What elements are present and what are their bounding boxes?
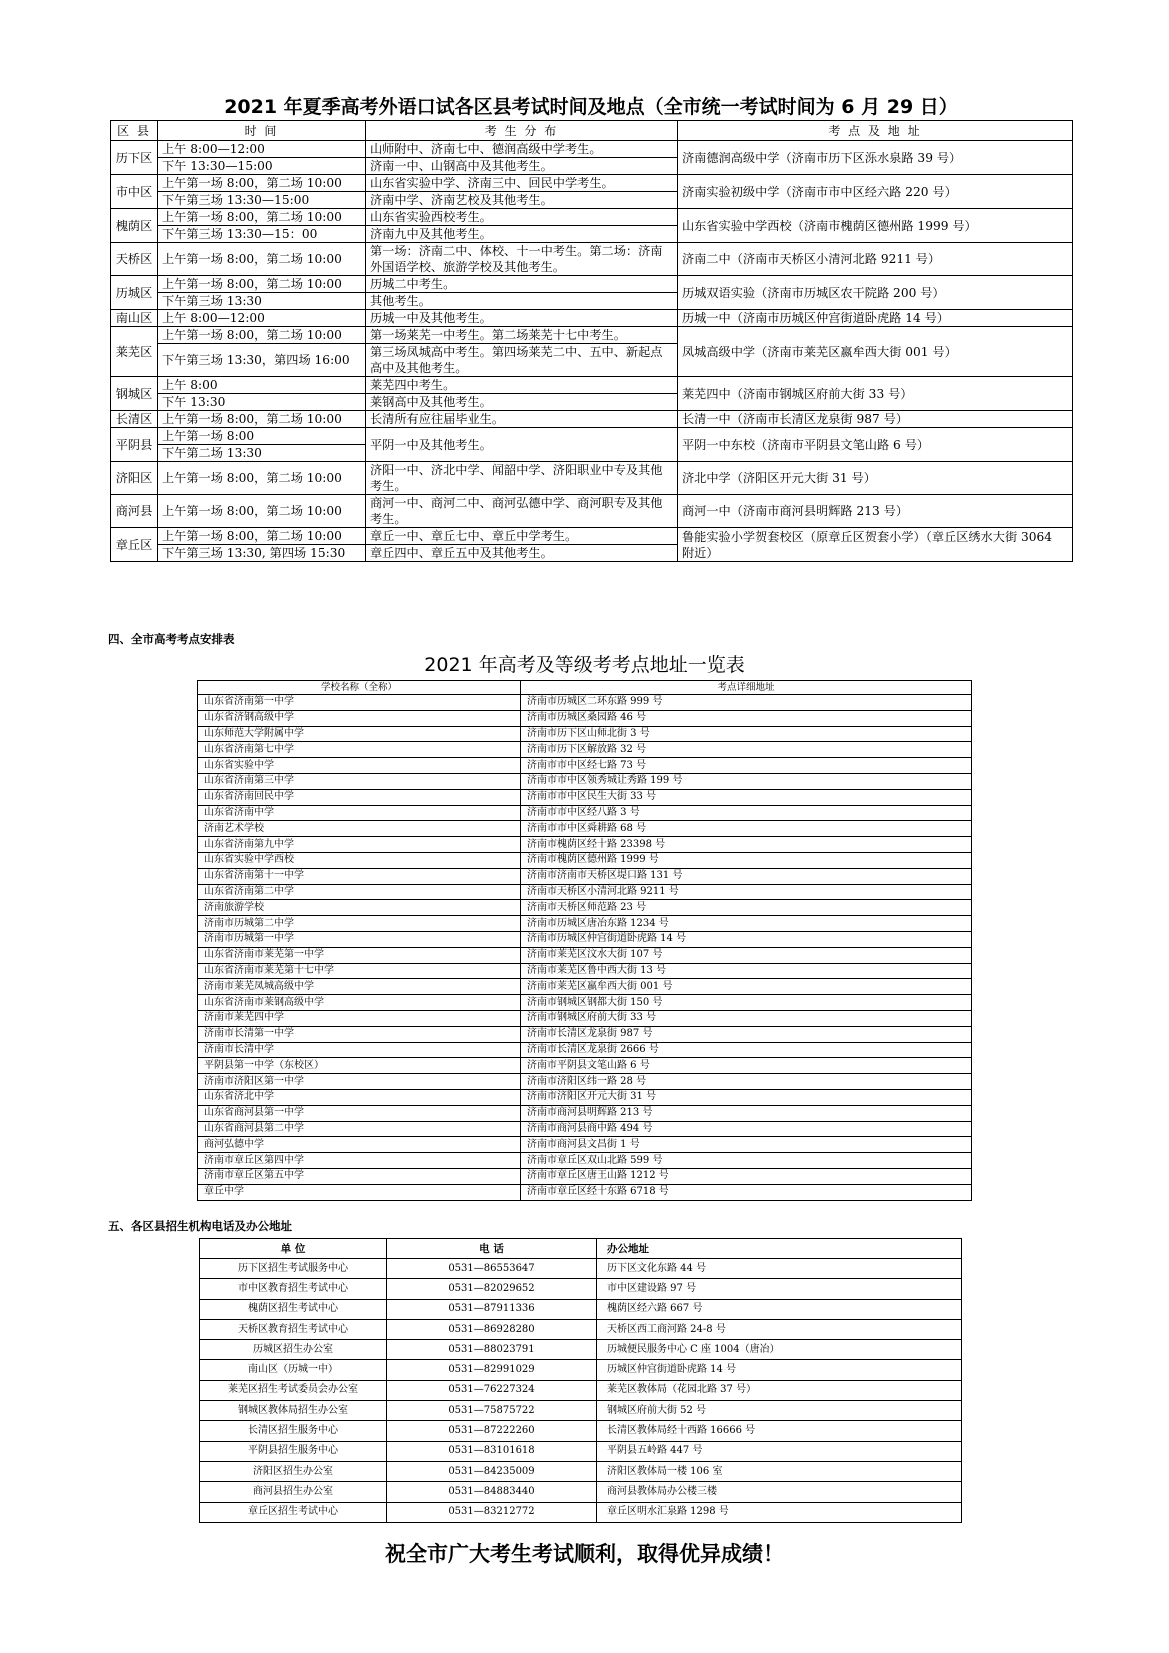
school-address: 济南市莱芜区鲁中西大街 13 号 [521,963,972,979]
district-name: 历下区 [111,141,158,175]
school-name: 章丘中学 [198,1184,521,1200]
table-row [111,377,1073,394]
school-address: 济南市历下区山师北街 3 号 [521,726,972,742]
table-row [198,852,972,868]
table-row [198,773,972,789]
exam-site: 平阴一中东校（济南市平阴县文笔山路 6 号） [678,428,1073,462]
school-name: 济南市章丘区第五中学 [198,1168,521,1184]
student-distribution: 莱芜四中考生。 [366,377,678,394]
school-name: 山东省济北中学 [198,1089,521,1105]
office-address: 钢城区府前大街 52 号 [597,1401,962,1421]
column-header-office-address: 办公地址 [597,1239,962,1259]
school-name: 济南市章丘区第四中学 [198,1153,521,1169]
table-header-row [111,121,1073,141]
table-header-row [200,1239,962,1259]
school-name: 山东省商河县第一中学 [198,1105,521,1121]
exam-schedule-title: 2021 年夏季高考外语口试各区县考试时间及地点（全市统一考试时间为 6 月 29 日） [224,96,958,118]
session-time: 上午第一场 8:00，第二场 10:00 [158,462,366,495]
table-row [111,276,1073,293]
school-name: 济南旅游学校 [198,900,521,916]
office-name: 莱芜区招生考试委员会办公室 [200,1380,387,1400]
school-address: 济南市钢城区府前大街 33 号 [521,1010,972,1026]
office-name: 章丘区招生考试中心 [200,1502,387,1522]
office-address: 槐荫区经六路 667 号 [597,1299,962,1319]
address-table-body [198,695,972,1201]
column-header-students: 考 生 分 布 [366,121,678,141]
session-time: 上午第一场 8:00，第二场 10:00 [158,175,366,192]
student-distribution: 其他考生。 [366,293,678,310]
school-address: 济南市历城区二环东路 999 号 [521,695,972,711]
session-time: 下午第三场 13:30—15：00 [158,226,366,243]
table-row [198,916,972,932]
district-name: 南山区 [111,310,158,327]
oral-exam-schedule-table [110,120,1073,562]
office-phone: 0531—86928280 [387,1319,597,1339]
school-name: 山东省济钢高级中学 [198,710,521,726]
student-distribution: 济南九中及其他考生。 [366,226,678,243]
school-address: 济南市市中区经八路 3 号 [521,805,972,821]
table-row [111,209,1073,226]
column-header-time: 时 间 [158,121,366,141]
exam-site: 历城一中（济南市历城区仲宫街道卧虎路 14 号） [678,310,1073,327]
office-name: 长清区招生服务中心 [200,1421,387,1441]
student-distribution: 章丘四中、章丘五中及其他考生。 [366,545,678,562]
school-address: 济南市章丘区双山北路 599 号 [521,1153,972,1169]
school-address: 济南市章丘区唐王山路 1212 号 [521,1168,972,1184]
office-name: 市中区教育招生考试中心 [200,1279,387,1299]
school-name: 济南市历城第二中学 [198,916,521,932]
school-name: 山东省实验中学 [198,758,521,774]
school-name: 山东省济南回民中学 [198,789,521,805]
exam-site: 长清一中（济南市长清区龙泉街 987 号） [678,411,1073,428]
table-row [198,758,972,774]
office-phone: 0531—87222260 [387,1421,597,1441]
table-row [198,789,972,805]
school-name: 山东省商河县第二中学 [198,1121,521,1137]
session-time: 下午第三场 13:30 [158,293,366,310]
session-time: 下午第三场 13:30—15:00 [158,192,366,209]
school-name: 山东省济南市莱钢高级中学 [198,995,521,1011]
office-phone: 0531—86553647 [387,1259,597,1279]
table-row [111,528,1073,545]
district-name: 莱芜区 [111,327,158,377]
school-name: 山东省实验中学西校 [198,852,521,868]
office-address: 济阳区教体局一楼 106 室 [597,1461,962,1481]
student-distribution: 第一场莱芜一中考生。第二场莱芜十七中考生。 [366,327,678,344]
district-name: 市中区 [111,175,158,209]
school-address: 济南市市中区经七路 73 号 [521,758,972,774]
session-time: 上午 8:00—12:00 [158,141,366,158]
session-time: 上午 8:00 [158,377,366,394]
school-address: 济南市长清区龙泉街 2666 号 [521,1042,972,1058]
table-row [198,805,972,821]
exam-site: 莱芜四中（济南市钢城区府前大街 33 号） [678,377,1073,411]
table-row [198,1184,972,1200]
table-row [200,1441,962,1461]
session-time: 上午 8:00—12:00 [158,310,366,327]
district-name: 商河县 [111,495,158,528]
table-row [198,1026,972,1042]
session-time: 下午第三场 13:30，第四场 16:00 [158,344,366,377]
office-address: 商河县教体局办公楼三楼 [597,1482,962,1502]
table-row [200,1380,962,1400]
table-row [198,1042,972,1058]
exam-site: 鲁能实验小学贺套校区（原章丘区贺套小学）（章丘区绣水大街 3064 附近） [678,528,1073,562]
school-name: 山东省济南第三中学 [198,773,521,789]
column-header-site: 考 点 及 地 址 [678,121,1073,141]
session-time: 上午第一场 8:00 [158,428,366,445]
school-address: 济南市商河县商中路 494 号 [521,1121,972,1137]
table-row [200,1461,962,1481]
exam-site: 商河一中（济南市商河县明辉路 213 号） [678,495,1073,528]
office-phone: 0531—82029652 [387,1279,597,1299]
table-row [111,310,1073,327]
table-row [200,1401,962,1421]
table-row [111,327,1073,344]
student-distribution: 济阳一中、济北中学、闻韶中学、济阳职业中专及其他考生。 [366,462,678,495]
office-phone: 0531—76227324 [387,1380,597,1400]
office-name: 天桥区教育招生考试中心 [200,1319,387,1339]
table-header-row [198,681,972,695]
section-4-heading: 四、全市高考考点安排表 [108,632,235,646]
table-row [111,428,1073,445]
office-name: 历下区招生考试服务中心 [200,1259,387,1279]
session-time: 下午 13:30 [158,394,366,411]
school-address: 济南市长清区龙泉街 987 号 [521,1026,972,1042]
exam-site: 济南德润高级中学（济南市历下区泺水泉路 39 号） [678,141,1073,175]
table-row [200,1340,962,1360]
office-name: 平阴县招生服务中心 [200,1441,387,1461]
district-name: 天桥区 [111,243,158,276]
session-time: 上午第一场 8:00，第二场 10:00 [158,495,366,528]
student-distribution: 济南一中、山钢高中及其他考生。 [366,158,678,175]
school-name: 济南市济阳区第一中学 [198,1074,521,1090]
student-distribution: 章丘一中、章丘七中、章丘中学考生。 [366,528,678,545]
student-distribution: 长清所有应往届毕业生。 [366,411,678,428]
office-address: 市中区建设路 97 号 [597,1279,962,1299]
student-distribution: 历城一中及其他考生。 [366,310,678,327]
student-distribution: 莱钢高中及其他考生。 [366,394,678,411]
district-name: 章丘区 [111,528,158,562]
school-name: 济南市长清中学 [198,1042,521,1058]
office-address: 莱芜区教体局（花园北路 37 号） [597,1380,962,1400]
school-address: 济南市历城区仲宫街道卧虎路 14 号 [521,931,972,947]
section-5-heading: 五、各区县招生机构电话及办公地址 [108,1219,292,1233]
school-address: 济南市商河县文昌街 1 号 [521,1137,972,1153]
office-name: 济阳区招生办公室 [200,1461,387,1481]
table-row [198,821,972,837]
school-address: 济南市商河县明辉路 213 号 [521,1105,972,1121]
office-name: 历城区招生办公室 [200,1340,387,1360]
table-row [200,1502,962,1522]
office-address: 历城区仲宫街道卧虎路 14 号 [597,1360,962,1380]
exam-site: 凤城高级中学（济南市莱芜区嬴牟西大街 001 号） [678,327,1073,377]
office-address: 平阴县五岭路 447 号 [597,1441,962,1461]
table-row [198,726,972,742]
school-address: 济南市章丘区经十东路 6718 号 [521,1184,972,1200]
school-address: 济南市市中区领秀城让秀路 199 号 [521,773,972,789]
office-address: 长清区教体局经十西路 16666 号 [597,1421,962,1441]
school-name: 山东省济南第二中学 [198,884,521,900]
school-address: 济南市钢城区钢都大街 150 号 [521,995,972,1011]
column-header-unit: 单 位 [200,1239,387,1259]
school-name: 山东省济南市莱芜第一中学 [198,947,521,963]
exam-site: 济南实验初级中学（济南市市中区经六路 220 号） [678,175,1073,209]
column-header-phone: 电 话 [387,1239,597,1259]
session-time: 上午第一场 8:00，第二场 10:00 [158,411,366,428]
office-phone: 0531—88023791 [387,1340,597,1360]
school-name: 山东省济南市莱芜第十七中学 [198,963,521,979]
school-address: 济南市莱芜区汶水大街 107 号 [521,947,972,963]
student-distribution: 历城二中考生。 [366,276,678,293]
table-row [111,243,1073,276]
table-row [198,979,972,995]
school-address: 济南市槐荫区经十路 23398 号 [521,837,972,853]
session-time: 下午第三场 13:30, 第四场 15:30 [158,545,366,562]
session-time: 上午第一场 8:00，第二场 10:00 [158,209,366,226]
school-name: 山东省济南第九中学 [198,837,521,853]
school-address: 济南市市中区舜耕路 68 号 [521,821,972,837]
office-phone: 0531—82991029 [387,1360,597,1380]
school-name: 山东师范大学附属中学 [198,726,521,742]
table-row [200,1259,962,1279]
session-time: 上午第一场 8:00，第二场 10:00 [158,276,366,293]
table-row [198,884,972,900]
session-time: 上午第一场 8:00，第二场 10:00 [158,243,366,276]
table-row [198,695,972,711]
table-row [198,710,972,726]
session-time: 上午第一场 8:00，第二场 10:00 [158,528,366,545]
school-address: 济南市历城区桑园路 46 号 [521,710,972,726]
column-header-address: 考点详细地址 [521,681,972,695]
district-name: 槐荫区 [111,209,158,243]
office-phone: 0531—83101618 [387,1441,597,1461]
school-address: 济南市槐荫区德州路 1999 号 [521,852,972,868]
table-row [200,1482,962,1502]
table-row [111,175,1073,192]
table-row [198,931,972,947]
table-row [198,742,972,758]
office-phone: 0531—83212772 [387,1502,597,1522]
table-row [198,1074,972,1090]
school-name: 山东省济南第一中学 [198,695,521,711]
table-row [198,995,972,1011]
closing-message: 祝全市广大考生考试顺利，取得优异成绩！ [385,1542,784,1566]
district-name: 钢城区 [111,377,158,411]
school-name: 山东省济南第七中学 [198,742,521,758]
student-distribution: 第三场凤城高中考生。第四场莱芜二中、五中、新起点高中及其他考生。 [366,344,678,377]
school-address: 济南市天桥区小清河北路 9211 号 [521,884,972,900]
column-header-district: 区 县 [111,121,158,141]
table-row [111,411,1073,428]
table-row [198,868,972,884]
school-address: 济南市济阳区纬一路 28 号 [521,1074,972,1090]
school-address: 济南市济阳区开元大街 31 号 [521,1089,972,1105]
table-row [198,963,972,979]
student-distribution: 济南中学、济南艺校及其他考生。 [366,192,678,209]
session-time: 上午第一场 8:00，第二场 10:00 [158,327,366,344]
school-address: 济南市平阴县文笔山路 6 号 [521,1058,972,1074]
contact-table-body [200,1259,962,1523]
district-name: 平阴县 [111,428,158,462]
table-row [198,947,972,963]
office-phone: 0531—84883440 [387,1482,597,1502]
table-row [200,1299,962,1319]
office-address: 历下区文化东路 44 号 [597,1259,962,1279]
address-list-title: 2021 年高考及等级考考点地址一览表 [424,654,745,676]
exam-site-address-table [197,680,972,1201]
table-row [198,1168,972,1184]
table-row [111,495,1073,528]
table-row [111,141,1073,158]
session-time: 下午第二场 13:30 [158,445,366,462]
office-name: 商河县招生办公室 [200,1482,387,1502]
table-row [200,1421,962,1441]
office-phone: 0531—87911336 [387,1299,597,1319]
table-row [198,1089,972,1105]
school-address: 济南市市中区民生大街 33 号 [521,789,972,805]
district-name: 历城区 [111,276,158,310]
school-name: 平阴县第一中学（东校区） [198,1058,521,1074]
school-name: 山东省济南第十一中学 [198,868,521,884]
student-distribution: 平阴一中及其他考生。 [366,428,678,462]
school-name: 济南市莱芜凤城高级中学 [198,979,521,995]
session-time: 下午 13:30—15:00 [158,158,366,175]
school-address: 济南市济南市天桥区堤口路 131 号 [521,868,972,884]
office-name: 钢城区教体局招生办公室 [200,1401,387,1421]
school-name: 济南艺术学校 [198,821,521,837]
school-address: 济南市历下区解放路 32 号 [521,742,972,758]
enrollment-office-contact-table [199,1238,962,1523]
table-row [198,1121,972,1137]
office-name: 南山区（历城一中） [200,1360,387,1380]
exam-site: 山东省实验中学西校（济南市槐荫区德州路 1999 号） [678,209,1073,243]
district-name: 济阳区 [111,462,158,495]
office-phone: 0531—75875722 [387,1401,597,1421]
school-name: 济南市历城第一中学 [198,931,521,947]
school-name: 济南市长清第一中学 [198,1026,521,1042]
student-distribution: 商河一中、商河二中、商河弘德中学、商河职专及其他考生。 [366,495,678,528]
school-address: 济南市天桥区师范路 23 号 [521,900,972,916]
table-row [198,837,972,853]
office-address: 章丘区明水汇泉路 1298 号 [597,1502,962,1522]
table-row [198,1058,972,1074]
student-distribution: 山师附中、济南七中、德润高级中学考生。 [366,141,678,158]
table-row [200,1319,962,1339]
table-row [198,1153,972,1169]
student-distribution: 第一场：济南二中、体校、十一中考生。第二场：济南外国语学校、旅游学校及其他考生。 [366,243,678,276]
school-address: 济南市莱芜区嬴牟西大街 001 号 [521,979,972,995]
office-address: 天桥区西工商河路 24-8 号 [597,1319,962,1339]
school-address: 济南市历城区唐冶东路 1234 号 [521,916,972,932]
table-row [198,1105,972,1121]
student-distribution: 山东省实验中学、济南三中、回民中学考生。 [366,175,678,192]
table-row [198,1137,972,1153]
exam-site: 济南二中（济南市天桥区小清河北路 9211 号） [678,243,1073,276]
office-address: 历城便民服务中心 C 座 1004（唐冶） [597,1340,962,1360]
table-row [200,1360,962,1380]
table-row [111,462,1073,495]
table-row [198,1010,972,1026]
exam-site: 历城双语实验（济南市历城区农干院路 200 号） [678,276,1073,310]
office-name: 槐荫区招生考试中心 [200,1299,387,1319]
school-name: 山东省济南中学 [198,805,521,821]
office-phone: 0531—84235009 [387,1461,597,1481]
district-name: 长清区 [111,411,158,428]
column-header-school: 学校名称（全称） [198,681,521,695]
student-distribution: 山东省实验西校考生。 [366,209,678,226]
table-row [198,900,972,916]
school-name: 商河弘德中学 [198,1137,521,1153]
school-name: 济南市莱芜四中学 [198,1010,521,1026]
exam-site: 济北中学（济阳区开元大街 31 号） [678,462,1073,495]
table-row [200,1279,962,1299]
